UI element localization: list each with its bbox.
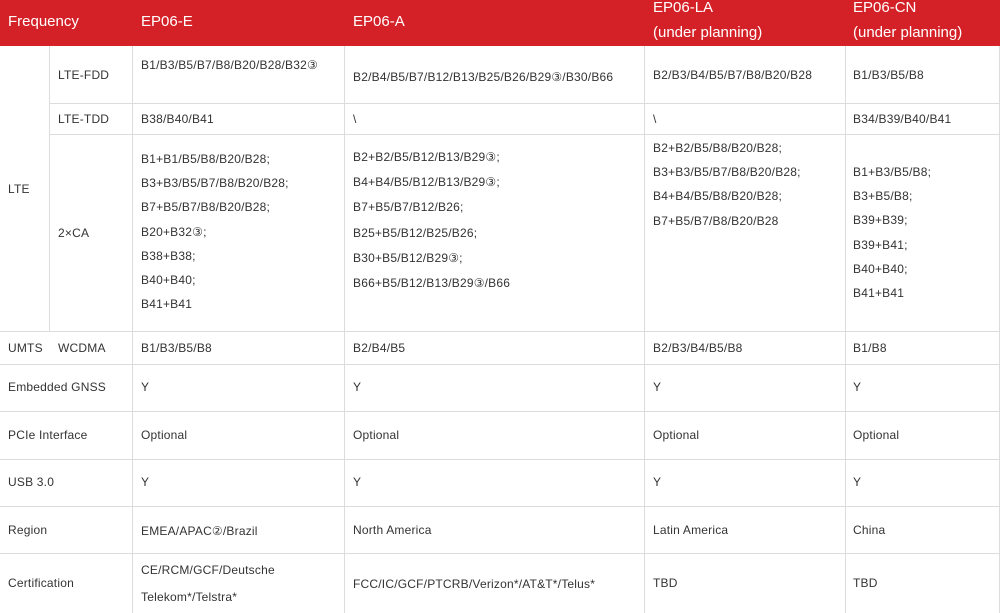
label-lte: LTE bbox=[8, 182, 30, 196]
cell-ep06e-region: EMEA/APAC②/Brazil bbox=[141, 524, 258, 538]
ca-combo: B40+B40; bbox=[141, 273, 196, 288]
ca-combo: B3+B5/B8; bbox=[853, 189, 913, 204]
cell-ep06e-cert-line1: CE/RCM/GCF/Deutsche bbox=[141, 563, 275, 577]
ca-combo: B39+B39; bbox=[853, 213, 908, 228]
cell-ep06cn-gnss: Y bbox=[853, 380, 862, 394]
ca-combo: B41+B41 bbox=[853, 286, 905, 301]
label-lte-fdd: LTE-FDD bbox=[58, 68, 110, 82]
cell-ep06la-lte-fdd: B2/B3/B4/B5/B7/B8/B20/B28 bbox=[653, 68, 813, 82]
cell-ep06a-pcie: Optional bbox=[353, 428, 400, 442]
cell-ep06e-lte-tdd: B38/B40/B41 bbox=[141, 112, 214, 126]
ca-combo: B4+B4/B5/B12/B13/B29③; bbox=[353, 175, 500, 190]
cell-ep06a-2xca bbox=[353, 145, 510, 296]
ca-combo: B41+B41 bbox=[141, 297, 193, 312]
cell-ep06a-region: North America bbox=[353, 523, 432, 537]
cell-ep06e-gnss: Y bbox=[141, 380, 150, 394]
cell-ep06la-gnss: Y bbox=[653, 380, 662, 394]
ca-combo: B39+B41; bbox=[853, 237, 908, 252]
ca-combo: B7+B5/B7/B8/B20/B28 bbox=[653, 213, 779, 228]
ca-combo: B2+B2/B5/B8/B20/B28; bbox=[653, 141, 783, 155]
cell-ep06cn-cert: TBD bbox=[853, 576, 878, 590]
ca-combo: B1+B3/B5/B8; bbox=[853, 165, 932, 179]
ca-combo: B30+B5/B12/B29③; bbox=[353, 250, 463, 265]
ca-combo: B38+B38; bbox=[141, 248, 196, 263]
ca-combo: B2+B2/B5/B12/B13/B29③; bbox=[353, 150, 500, 164]
cell-ep06a-usb: Y bbox=[353, 475, 362, 489]
label-wcdma: WCDMA bbox=[58, 341, 106, 355]
label-2xca: 2×CA bbox=[58, 226, 90, 240]
cell-ep06cn-2xca bbox=[853, 160, 931, 305]
label-umts: UMTS bbox=[8, 341, 43, 355]
cell-ep06e-cert-line2: Telekom*/Telstra* bbox=[141, 590, 238, 604]
cell-ep06e-usb: Y bbox=[141, 475, 150, 489]
cell-ep06cn-pcie: Optional bbox=[853, 428, 900, 442]
cell-ep06cn-region: China bbox=[853, 523, 886, 537]
label-pcie-interface: PCIe Interface bbox=[8, 428, 88, 442]
cell-ep06e-wcdma: B1/B3/B5/B8 bbox=[141, 341, 212, 355]
label-certification: Certification bbox=[8, 576, 74, 590]
header-frequency: Frequency bbox=[8, 13, 79, 30]
label-lte-tdd: LTE-TDD bbox=[58, 112, 110, 126]
cell-ep06cn-lte-tdd: B34/B39/B40/B41 bbox=[853, 112, 952, 126]
cell-ep06la-cert: TBD bbox=[653, 576, 678, 590]
cell-ep06a-gnss: Y bbox=[353, 380, 362, 394]
label-region: Region bbox=[8, 523, 48, 537]
ca-combo: B4+B4/B5/B8/B20/B28; bbox=[653, 189, 783, 204]
cell-ep06e-lte-fdd: B1/B3/B5/B7/B8/B20/B28/B32③ bbox=[141, 58, 318, 72]
label-embedded-gnss: Embedded GNSS bbox=[8, 380, 106, 394]
cell-ep06cn-lte-fdd: B1/B3/B5/B8 bbox=[853, 68, 924, 82]
ca-combo: B20+B32③; bbox=[141, 224, 207, 239]
cell-ep06e-pcie: Optional bbox=[141, 428, 188, 442]
ca-combo: B3+B3/B5/B7/B8/B20/B28; bbox=[653, 165, 801, 180]
ca-combo: B7+B5/B7/B12/B26; bbox=[353, 200, 464, 215]
ca-combo: B3+B3/B5/B7/B8/B20/B28; bbox=[141, 176, 289, 191]
cell-ep06la-wcdma: B2/B3/B4/B5/B8 bbox=[653, 341, 743, 355]
ca-combo: B1+B1/B5/B8/B20/B28; bbox=[141, 152, 271, 166]
ca-combo: B40+B40; bbox=[853, 261, 908, 276]
header-ep06-la: EP06-LA bbox=[653, 0, 714, 16]
cell-ep06a-wcdma: B2/B4/B5 bbox=[353, 341, 406, 355]
cell-ep06a-lte-fdd: B2/B4/B5/B7/B12/B13/B25/B26/B29③/B30/B66 bbox=[353, 70, 614, 84]
cell-ep06cn-usb: Y bbox=[853, 475, 862, 489]
ca-combo: B7+B5/B7/B8/B20/B28; bbox=[141, 200, 271, 215]
cell-ep06la-pcie: Optional bbox=[653, 428, 700, 442]
cell-ep06la-region: Latin America bbox=[653, 523, 729, 537]
header-ep06-cn-note: (under planning) bbox=[853, 24, 963, 41]
cell-ep06la-2xca bbox=[653, 136, 801, 233]
ca-combo: B66+B5/B12/B13/B29③/B66 bbox=[353, 276, 511, 291]
cell-ep06a-lte-tdd: \ bbox=[353, 112, 357, 126]
header-ep06-a: EP06-A bbox=[353, 13, 405, 30]
header-ep06-la-note: (under planning) bbox=[653, 24, 763, 41]
header-ep06-e: EP06-E bbox=[141, 13, 193, 30]
cell-ep06cn-wcdma: B1/B8 bbox=[853, 341, 887, 355]
label-usb3: USB 3.0 bbox=[8, 475, 55, 489]
cell-ep06la-usb: Y bbox=[653, 475, 662, 489]
table-header bbox=[0, 0, 1000, 46]
ca-combo: B25+B5/B12/B25/B26; bbox=[353, 225, 478, 240]
cell-ep06a-cert: FCC/IC/GCF/PTCRB/Verizon*/AT&T*/Telus* bbox=[353, 577, 596, 591]
cell-ep06la-lte-tdd: \ bbox=[653, 112, 657, 126]
cell-ep06e-2xca bbox=[141, 147, 289, 316]
header-ep06-cn: EP06-CN bbox=[853, 0, 917, 16]
